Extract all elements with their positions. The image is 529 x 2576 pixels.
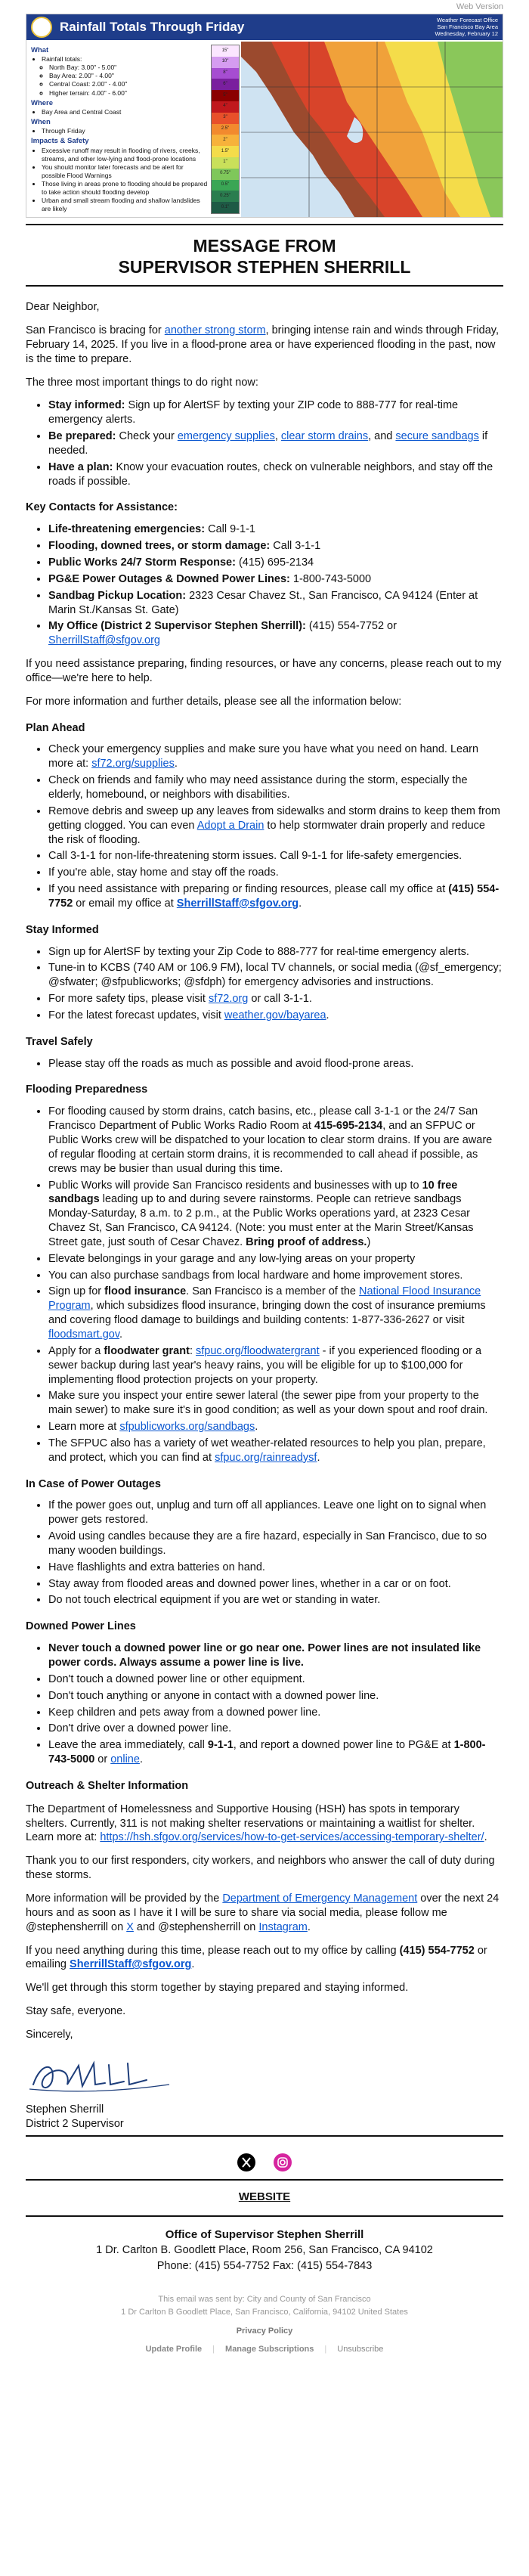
list-item — [48, 1009, 503, 1023]
text: . — [307, 1920, 311, 1933]
list-item — [48, 1420, 503, 1434]
list-item: • Don't touch anything or anyone in contact with a downed power line. — [48, 1689, 503, 1703]
text: . — [191, 1958, 195, 1971]
downed-lines-list — [26, 1641, 503, 1767]
list-item: • Make sure you inspect your entire sewer lateral (the sewer pipe from your property to the main sewer) to make sure it's in good condition; as well as your down spout and roof drain. — [48, 1389, 503, 1418]
office-name: Office of Supervisor Stephen Sherrill — [165, 2227, 364, 2241]
text: . — [119, 1328, 123, 1341]
secure-sandbags-link[interactable]: secure sandbags — [395, 430, 479, 443]
list-item — [48, 398, 503, 427]
text: if needed. — [48, 430, 488, 457]
footer-office — [26, 2190, 503, 2274]
list-item — [48, 742, 503, 771]
list-item: • Don't touch a downed power line or other equipment. — [48, 1672, 503, 1687]
thanks-paragraph: Thank you to our first responders, city workers, and neighbors who answer the call of duty during these storms. — [26, 1855, 495, 1882]
more-info-paragraph — [26, 1892, 503, 1935]
greeting: Dear Neighbor, — [26, 301, 100, 314]
x-link[interactable]: X — [126, 1920, 134, 1933]
label: My Office (District 2 Supervisor Stephen Sherrill): — [48, 620, 306, 633]
office-phone-fax: Phone: (415) 554-7752 Fax: (415) 554-7843 — [156, 2260, 373, 2273]
label: Have a plan: — [48, 460, 113, 473]
legend-swatch: 8" — [212, 68, 239, 79]
list-item: • Elevate belongings in your garage and any low-lying areas on your property — [48, 1252, 503, 1266]
x-icon[interactable] — [237, 2153, 255, 2171]
text: ) — [367, 1235, 371, 1248]
label: Public Works 24/7 Storm Response: — [48, 556, 236, 569]
what-sub-item: ◦ North Bay: 3.00" - 5.00" — [49, 64, 208, 72]
outreach-heading: Outreach & Shelter Information — [26, 1779, 189, 1792]
list-item — [48, 1437, 503, 1465]
floodwater-grant-link[interactable]: sfpuc.org/floodwatergrant — [196, 1344, 320, 1357]
plan-ahead-heading: Plan Ahead — [26, 721, 85, 734]
assist-paragraph: If you need assistance preparing, finding resources, or have any concerns, please reach out to my office—we're here to help. — [26, 658, 502, 684]
what-heading: What — [31, 46, 49, 54]
label: Stay informed: — [48, 399, 125, 412]
rainfall-legend — [211, 45, 240, 214]
list-item: • Check on friends and family who may need assistance during the storm, especially the elderly, homebound, or neighbors with disabilities. — [48, 773, 503, 802]
text: . — [139, 1753, 143, 1766]
legend-swatch: 0.25" — [212, 191, 239, 202]
storm-link[interactable]: another strong storm — [164, 324, 266, 337]
what-sub-item: ◦ Central Coast: 2.00" - 4.00" — [49, 80, 208, 88]
text: More information will be provided by the — [26, 1892, 223, 1905]
sf72-link[interactable]: sf72.org — [208, 993, 249, 1006]
legend-swatch: 3" — [212, 113, 239, 124]
instagram-icon[interactable] — [274, 2153, 292, 2171]
unsubscribe-link[interactable]: Unsubscribe — [337, 2345, 384, 2354]
impact-item: • You should monitor later forecasts and be alert for possible Flood Warnings — [42, 163, 208, 180]
top-actions-list — [26, 398, 503, 488]
clear-storm-drains-link[interactable]: clear storm drains — [280, 430, 369, 443]
text: Check your emergency supplies and make sure you have what you need on hand. Learn more at: — [48, 743, 479, 770]
bold-text: 1-800-743-5000 — [48, 1739, 486, 1766]
when-heading: When — [31, 117, 51, 126]
pge-online-link[interactable]: online — [110, 1753, 140, 1766]
where-heading: Where — [31, 98, 54, 107]
signature-title: District 2 Supervisor — [26, 2117, 124, 2130]
text: . — [174, 758, 178, 770]
bold-text: floodwater grant — [104, 1344, 190, 1357]
sent-by-block — [26, 2293, 503, 2318]
divider — [26, 2135, 503, 2137]
separator: | — [212, 2345, 215, 2354]
text: 2323 Cesar Chavez St., San Francisco, CA 94124 (Enter at Marin St./Kansas St. Gate) — [48, 589, 478, 616]
downed-lines-heading: Downed Power Lines — [26, 1620, 136, 1633]
list-item: • Do not touch electrical equipment if you are wet or standing in water. — [48, 1593, 503, 1607]
list-item: • Keep children and pets away from a downed power line. — [48, 1706, 503, 1720]
legend-swatch: 0.75" — [212, 169, 239, 180]
text: , — [274, 430, 281, 443]
list-item: • Call 3-1-1 for non-life-threatening storm issues. Call 9-1-1 for life-safety emergencies. — [48, 849, 503, 863]
list-item: • Have flashlights and extra batteries on hand. — [48, 1561, 503, 1575]
office-email-link[interactable]: SherrillStaff@sfgov.org — [70, 1958, 192, 1971]
divider — [26, 285, 503, 287]
impact-item: • Those living in areas prone to flooding should be prepared to take action should flooding develop — [42, 180, 208, 197]
nws-logo-icon — [31, 17, 52, 38]
label: PG&E Power Outages & Downed Power Lines: — [48, 572, 290, 585]
graphic-details — [31, 45, 208, 213]
list-item — [48, 882, 503, 911]
phone: 415-695-2134 — [314, 1120, 383, 1133]
legend-swatch: 0.5" — [212, 180, 239, 191]
instagram-link[interactable]: Instagram — [258, 1920, 308, 1933]
what-sub-item: ◦ Bay Area: 2.00" - 4.00" — [49, 72, 208, 80]
text: . — [326, 1009, 329, 1021]
graphic-banner — [26, 14, 503, 40]
list-item — [48, 460, 503, 489]
legend-swatch: 2.5" — [212, 124, 239, 135]
office-email-link[interactable]: SherrillStaff@sfgov.org — [176, 897, 299, 910]
weather-gov-link[interactable]: weather.gov/bayarea — [224, 1009, 326, 1021]
text: or call 3-1-1. — [248, 993, 312, 1006]
text: Know your evacuation routes, check on vulnerable neighbors, and stay off the roads if possible. — [48, 460, 493, 488]
text: . — [255, 1421, 258, 1434]
list-item — [48, 1105, 503, 1176]
signature-icon — [26, 2054, 177, 2097]
text: Apply for a — [48, 1344, 104, 1357]
text: (415) 695-2134 — [235, 556, 314, 569]
impact-item: • Excessive runoff may result in flooding of rivers, creeks, streams, and other low-lying and flood-prone locations — [42, 147, 208, 163]
contact-paragraph — [26, 1944, 503, 1973]
contacts-heading: Key Contacts for Assistance: — [26, 501, 178, 514]
separator: | — [324, 2345, 327, 2354]
text: San Francisco is bracing for — [26, 324, 165, 337]
list-item — [48, 1179, 503, 1250]
hsh-link[interactable]: https://hsh.sfgov.org/services/how-to-get-services/accessing-temporary-shelter/ — [100, 1831, 484, 1844]
text: Call 9-1-1 — [205, 523, 255, 536]
text: . — [317, 1451, 320, 1464]
text: , and report a downed power line to PG&E at — [233, 1739, 454, 1752]
list-item: • You can also purchase sandbags from local hardware and home improvement stores. — [48, 1269, 503, 1283]
adopt-a-drain-link[interactable]: Adopt a Drain — [196, 819, 264, 832]
office-address: 1 Dr. Carlton B. Goodlett Place, Room 256, San Francisco, CA 94102 — [96, 2244, 433, 2257]
website-link[interactable]: WEBSITE — [238, 2190, 291, 2204]
text: , and an SFPUC or Public Works crew will be dispatched to your location to clear storm drains. If you are aware of regular flooding at certain storm drains, it is recommended to call ahead if possible, as crews may be busier than usual during this time. — [48, 1120, 493, 1175]
text: or — [94, 1753, 111, 1766]
text: If you need anything during this time, please reach out to my office by calling — [26, 1944, 400, 1957]
update-profile-link[interactable]: Update Profile — [145, 2345, 203, 2354]
label: Flooding, downed trees, or storm damage: — [48, 540, 271, 553]
list-item: • Stay away from flooded areas and downed power lines, whether in a car or on foot. — [48, 1577, 503, 1592]
text: Learn more at — [48, 1421, 120, 1434]
message-header — [26, 236, 503, 277]
label: Life-threatening emergencies: — [48, 523, 206, 536]
list-item — [48, 1344, 503, 1387]
text: If you need assistance with preparing or finding resources, please call my office at — [48, 883, 449, 896]
label: Be prepared: — [48, 430, 116, 443]
text: The SFPUC also has a variety of wet weather-related resources to help you plan, prepare, and protect, which you can find at — [48, 1437, 486, 1464]
text: or emailing — [26, 1944, 487, 1971]
legend-swatch: 0.1" — [212, 202, 239, 213]
sincerely: Sincerely, — [26, 2028, 73, 2041]
text: , and — [368, 430, 396, 443]
list-item — [48, 539, 503, 553]
label: Sandbag Pickup Location: — [48, 589, 187, 602]
through-paragraph: We'll get through this storm together by staying prepared and staying informed. — [26, 1982, 409, 1995]
bold-text: 9-1-1 — [207, 1739, 234, 1752]
contacts-list — [26, 522, 503, 648]
text: Remove debris and sweep up any leaves from sidewalks and storm drains to keep them from getting clogged. You can even — [48, 804, 501, 832]
bold-text: flood insurance — [104, 1285, 187, 1298]
list-item — [48, 992, 503, 1006]
message-header-line1: MESSAGE FROM — [193, 236, 336, 256]
rainfall-graphic — [26, 14, 503, 218]
list-item: • Avoid using candles because they are a fire hazard, especially in San Francisco, due to so many wooden buildings. — [48, 1530, 503, 1558]
text: Sign up for AlertSF by texting your ZIP code to 888-777 for real-time emergency alerts. — [48, 399, 459, 426]
signature-image — [26, 2054, 503, 2097]
bold-text: Never touch a downed power line or go near one. Power lines are not insulated like power cords. Always assume a power line is live. — [48, 1642, 481, 1669]
plan-ahead-list — [26, 742, 503, 910]
impacts-heading: Impacts & Safety — [31, 137, 89, 146]
text: Check your — [116, 430, 178, 443]
privacy-policy-link[interactable]: Privacy Policy — [236, 2326, 293, 2336]
sent-by: This email was sent by: City and County of San Francisco — [158, 2295, 371, 2305]
divider — [26, 2215, 503, 2217]
impact-item: • Urban and small stream flooding and shallow landslides are likely — [42, 197, 208, 213]
text: - if you experienced flooding or a sewer backup during last year's heavy rains, you will be eligible for up to $100,000 for implementing flood protection projects on your property. — [48, 1344, 482, 1386]
intro-paragraph — [26, 324, 503, 367]
manage-subscriptions-link[interactable]: Manage Subscriptions — [225, 2345, 314, 2354]
list-item — [48, 556, 503, 570]
list-item — [48, 804, 503, 848]
text: Public Works will provide San Francisco residents and businesses with up to — [48, 1179, 422, 1192]
legend-swatch: 5" — [212, 90, 239, 101]
list-item: • Please stay off the roads as much as possible and avoid flood-prone areas. — [48, 1057, 503, 1071]
more-info-paragraph: For more information and further details, please see all the information below: — [26, 695, 402, 708]
when-item: • Through Friday — [42, 127, 208, 135]
text: (415) 554-7752 or — [305, 620, 397, 633]
what-sub-item: ◦ Higher terrain: 4.00" - 6.00" — [49, 89, 208, 98]
web-version-link[interactable]: Web Version — [456, 2, 503, 11]
text: to help stormwater drain properly and reduce the risk of flooding. — [48, 819, 485, 846]
legend-swatch: 6" — [212, 79, 239, 90]
list-item — [48, 1738, 503, 1767]
text: over the next 24 hours and as soon as I have it I will be sure to share via social media, please follow me @stephensherrill on — [26, 1892, 500, 1933]
emergency-supplies-link[interactable]: emergency supplies — [177, 430, 275, 443]
subscription-links — [26, 2344, 503, 2370]
list-item: • If you're able, stay home and stay off the roads. — [48, 866, 503, 880]
text: and @stephensherrill on — [133, 1920, 259, 1933]
legend-swatch: 15" — [212, 45, 239, 57]
phone: (415) 554-7752 — [48, 883, 500, 910]
office-date: Wednesday, February 12 — [435, 30, 498, 37]
rainreadysf-link[interactable]: sfpuc.org/rainreadysf — [215, 1451, 317, 1464]
text: Leave the area immediately, call — [48, 1739, 208, 1752]
office-line: Weather Forecast Office — [436, 17, 498, 23]
rainfall-map — [241, 42, 503, 217]
sf72-supplies-link[interactable]: sf72.org/supplies — [91, 758, 175, 770]
list-item — [48, 619, 503, 648]
text: The Department of Homelessness and Supportive Housing (HSH) has spots in temporary shelters. Currently, 311 is not making shelter reservations or maintaining a waitlist for shelter. Learn more at: — [26, 1803, 475, 1844]
message-header-line2: SUPERVISOR STEPHEN SHERRILL — [118, 256, 411, 277]
sent-address: 1 Dr Carlton B Goodlett Place, San Francisco, California, 94102 United States — [121, 2307, 408, 2317]
what-item: • Rainfall totals: — [42, 55, 208, 64]
list-item — [48, 1285, 503, 1341]
text: leading up to and during severe rainstorms. People can retrieve sandbags Monday-Saturday, 8 a.m. to 2 p.m., at the Public Works operations yard, at 2323 Cesar Chavez St, San Francisco, CA 94124. (Note: you must enter at the Marin Street/Kansas Street gate, just south of Cesar Chavez. — [48, 1193, 474, 1248]
office-line: San Francisco Bay Area — [437, 23, 498, 30]
list-item — [48, 522, 503, 537]
legend-swatch: 2" — [212, 135, 239, 146]
legend-swatch: 10" — [212, 57, 239, 68]
list-item: • Don't drive over a downed power line. — [48, 1722, 503, 1736]
graphic-office — [407, 17, 498, 37]
flooding-heading: Flooding Preparedness — [26, 1083, 148, 1096]
text: : — [189, 1344, 196, 1357]
list-item — [48, 572, 503, 587]
legend-swatch: 1" — [212, 157, 239, 169]
text: . — [484, 1831, 487, 1844]
list-item — [48, 589, 503, 618]
divider — [26, 224, 503, 225]
text: 1-800-743-5000 — [289, 572, 372, 585]
nfip-link[interactable]: National Flood Insurance Program — [48, 1285, 481, 1313]
where-item: • Bay Area and Central Coast — [42, 108, 208, 116]
flooding-list — [26, 1105, 503, 1465]
text: or email my office at — [73, 897, 177, 910]
email-body — [0, 224, 529, 2370]
outreach-paragraph — [26, 1803, 503, 1846]
text: For more safety tips, please visit — [48, 993, 209, 1006]
sandbags-link[interactable]: sfpublicworks.org/sandbags — [119, 1421, 255, 1434]
bold-text: 10 free sandbags — [48, 1179, 458, 1206]
text: , bringing intense rain and winds through Friday, February 14, 2025. If you live in a flood-prone area or have experienced flooding in the past, now is the time to prepare. — [26, 324, 499, 365]
power-outages-heading: In Case of Power Outages — [26, 1477, 161, 1490]
text: Sign up for — [48, 1285, 105, 1298]
legend-swatch: 4" — [212, 101, 239, 113]
legend-swatch: 1.5" — [212, 146, 239, 157]
travel-heading: Travel Safely — [26, 1035, 93, 1048]
text: Call 3-1-1 — [270, 540, 321, 553]
text: For flooding caused by storm drains, catch basins, etc., please call 3-1-1 or the 24/7 San Francisco Department of Public Works Radio Room at — [48, 1105, 478, 1133]
divider — [26, 2179, 503, 2181]
floodsmart-link[interactable]: floodsmart.gov — [48, 1328, 120, 1341]
phone: (415) 554-7752 — [399, 1944, 475, 1957]
power-outages-list — [26, 1499, 503, 1607]
dem-link[interactable]: Department of Emergency Management — [222, 1892, 418, 1905]
text: . — [299, 897, 302, 910]
list-item — [48, 429, 503, 458]
text: For the latest forecast updates, visit — [48, 1009, 224, 1021]
list-item: • Sign up for AlertSF by texting your Zip Code to 888-777 for real-time emergency alerts. — [48, 945, 503, 959]
text: , which subsidizes flood insurance, bringing down the cost of insurance premiums and covering flood damage to buildings and building contents: 1-877-336-2627 or visit — [48, 1300, 486, 1327]
office-email-link[interactable]: SherrillStaff@sfgov.org — [48, 634, 160, 647]
stay-safe: Stay safe, everyone. — [26, 2005, 126, 2018]
stay-informed-heading: Stay Informed — [26, 923, 99, 936]
list-item: • Tune-in to KCBS (740 AM or 106.9 FM), local TV channels, or social media (@sf_emergency; @sfwater; @sfpublicworks; @sfdph) for emergency advisories and instructions. — [48, 961, 503, 990]
bold-text: Bring proof of address. — [246, 1235, 367, 1248]
signature-name: Stephen Sherrill — [26, 2103, 104, 2116]
graphic-title: Rainfall Totals Through Friday — [60, 20, 245, 34]
social-icons — [26, 2153, 503, 2171]
list-item — [48, 1641, 503, 1670]
stay-informed-list — [26, 945, 503, 1023]
three-things: The three most important things to do right now: — [26, 376, 258, 389]
text: . San Francisco is a member of the — [186, 1285, 360, 1298]
list-item: • If the power goes out, unplug and turn off all appliances. Leave one light on to signal when power gets restored. — [48, 1499, 503, 1527]
travel-list — [26, 1057, 503, 1071]
